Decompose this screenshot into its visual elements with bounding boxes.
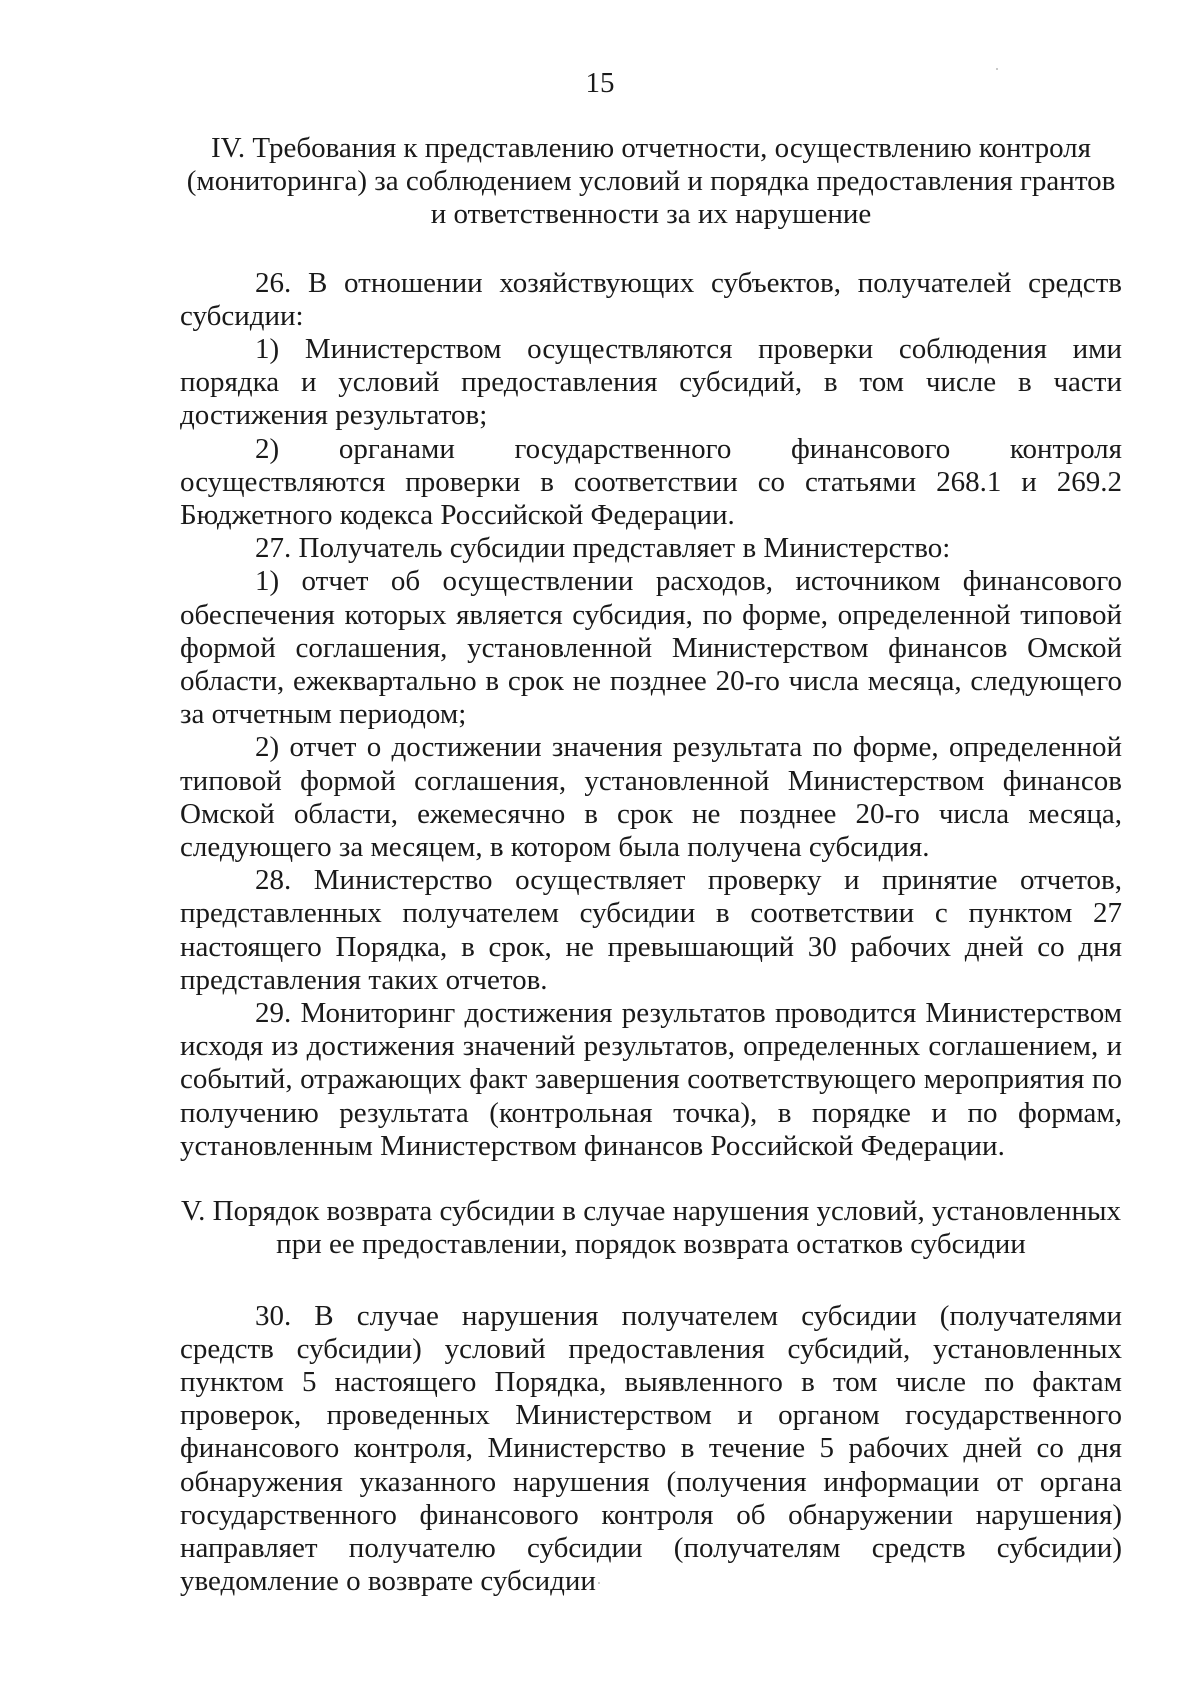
scan-speck xyxy=(598,1582,600,1584)
section-5-heading: V. Порядок возврата субсидии в случае нарушения условий, установленных при ее предоставлении, порядок возврата остатков субсидии xyxy=(180,1195,1122,1261)
paragraph-27-item-1: 1) отчет об осуществлении расходов, источником финансового обеспечения которых является субсидия, по форме, определенной типовой формой соглашения, установленной Министерством финансов Омской области, ежеквартально в срок не позднее 20-го числа месяца, следующего за отчетным периодом; xyxy=(180,565,1122,731)
scan-speck xyxy=(996,68,998,70)
paragraph-27-item-2: 2) отчет о достижении значения результата по форме, определенной типовой формой соглашения, установленной Министерством финансов Омской области, ежемесячно в срок не позднее 20-го числа месяца, следующего за месяцем, в котором была получена субсидия. xyxy=(180,731,1122,864)
paragraph-28: 28. Министерство осуществляет проверку и принятие отчетов, представленных получателем субсидии в соответствии с пунктом 27 настоящего Порядка, в срок, не превышающий 30 рабочих дней со дня представления таких отчетов. xyxy=(180,864,1122,996)
paragraph-27: 27. Получатель субсидии представляет в Министерство: xyxy=(255,532,951,565)
document-body xyxy=(180,132,1122,1598)
paragraph-29: 29. Мониторинг достижения результатов проводится Министерством исходя из достижения значений результатов, определенных соглашением, и событий, отражающих факт завершения соответствующего мероприятия по получению результата (контрольная точка), в порядке и по формам, установленным Министерством финансов Российской Федерации. xyxy=(180,997,1122,1162)
paragraph-30: 30. В случае нарушения получателем субсидии (получателями средств субсидии) условий предоставления субсидий, установленных пунктом 5 настоящего Порядка, выявленного в том числе по фактам проверок, проведенных Министерством и органом государственного финансового контроля, Министерство в течение 5 рабочих дней со дня обнаружения указанного нарушения (получения информации от органа государственного финансового контроля об обнаружении нарушения) направляет получателю субсидии (получателям средств субсидии) уведомление о возврате субсидии xyxy=(180,1299,1122,1598)
paragraph-26-item-2: 2) органами государственного финансового контроля осуществляются проверки в соответствии со статьями 268.1 и 269.2 Бюджетного кодекса Российской Федерации. xyxy=(180,432,1122,532)
paragraph-26: 26. В отношении хозяйствующих субъектов, получателей средств субсидии: xyxy=(180,266,1122,332)
paragraph-26-item-1: 1) Министерством осуществляются проверки соблюдения ими порядка и условий предоставления субсидий, в том числе в части достижения результатов; xyxy=(180,333,1122,432)
page-number: 15 xyxy=(585,67,615,99)
section-4-heading: IV. Требования к представлению отчетности, осуществлению контроля (мониторинга) за соблюдением условий и порядка предоставления грантов и ответственности за их нарушение xyxy=(186,132,1116,231)
